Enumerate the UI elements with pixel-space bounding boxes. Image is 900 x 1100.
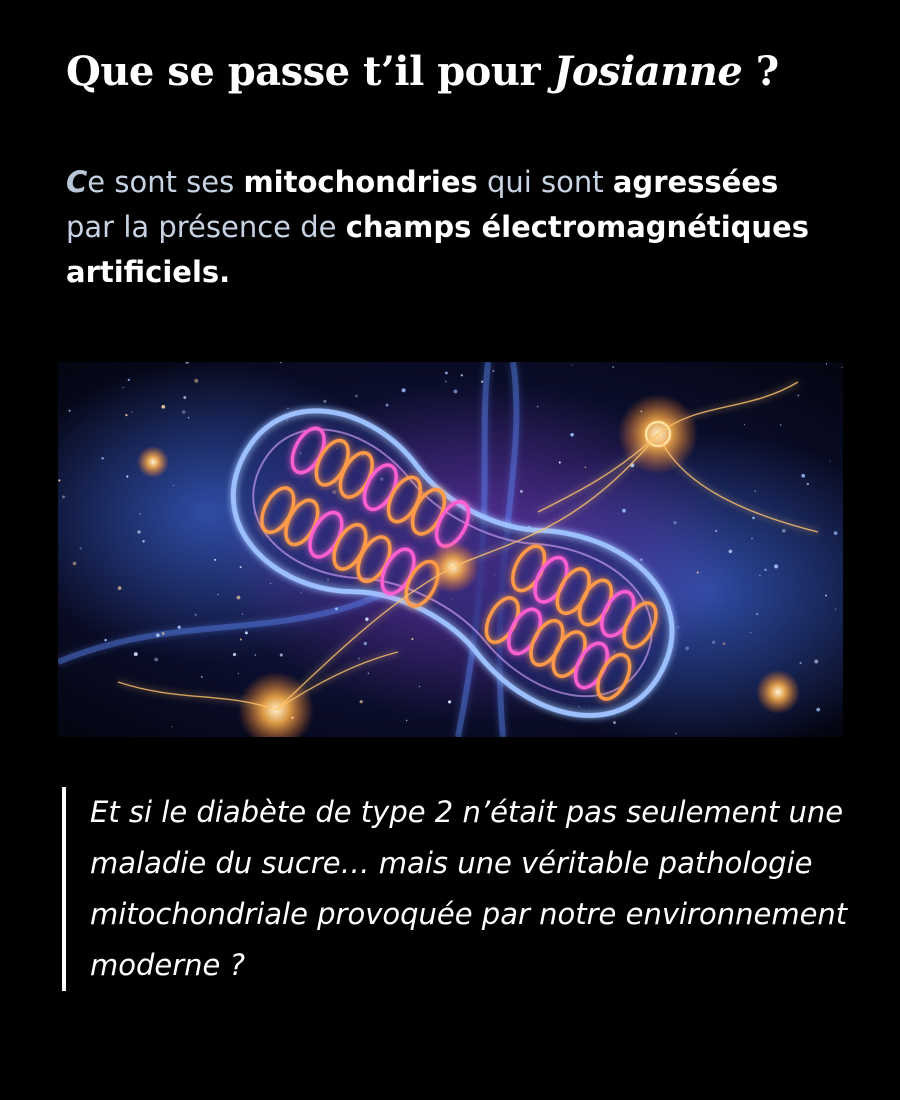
star — [559, 461, 561, 463]
star — [240, 566, 242, 568]
star — [723, 642, 726, 645]
star — [841, 367, 842, 368]
star — [242, 613, 244, 615]
star — [201, 676, 203, 678]
star — [238, 673, 240, 675]
star — [386, 404, 389, 407]
star — [419, 686, 420, 687]
star — [245, 631, 248, 634]
star — [834, 531, 838, 535]
star — [677, 626, 679, 628]
star — [154, 658, 158, 662]
star — [358, 658, 360, 660]
star — [287, 408, 288, 409]
star — [685, 647, 689, 651]
star — [237, 596, 241, 600]
mitochondrion-illustration — [58, 362, 843, 737]
star — [780, 424, 782, 426]
star — [125, 414, 127, 416]
star — [807, 483, 809, 485]
pull-quote-text: Et si le diabète de type 2 n’était pas seulement une maladie du sucre… mais une véritable pathologie mitochondriale provoquée par notre environnement moderne ? — [90, 795, 848, 982]
intro-bold-agressees: agressées — [612, 165, 779, 199]
star — [355, 395, 358, 398]
intro-bold-champs: champs électromagnétiques artificiels. — [66, 210, 810, 289]
star — [411, 638, 413, 640]
star — [585, 467, 587, 469]
star — [301, 592, 302, 593]
star — [118, 586, 122, 590]
star — [445, 372, 448, 375]
page-title — [66, 48, 779, 95]
star — [68, 410, 70, 412]
star — [801, 474, 805, 478]
star — [270, 583, 271, 584]
glow-node-top-left — [137, 446, 169, 478]
star — [613, 721, 616, 724]
star — [448, 700, 451, 703]
star — [368, 673, 370, 675]
star — [173, 485, 174, 486]
star — [101, 457, 104, 460]
star — [520, 490, 523, 493]
star — [782, 529, 786, 533]
star — [194, 379, 198, 383]
star — [715, 530, 717, 532]
star — [570, 433, 574, 437]
star — [162, 632, 165, 635]
mitochondrion-svg — [58, 362, 843, 737]
star — [406, 720, 408, 722]
star — [142, 540, 144, 542]
star — [126, 475, 128, 477]
title-prefix: Que se passe t’il pour — [66, 48, 541, 95]
star — [183, 396, 186, 399]
star — [335, 607, 338, 610]
star — [759, 575, 760, 576]
star — [128, 379, 130, 381]
star — [744, 424, 745, 425]
star — [214, 559, 216, 561]
star — [764, 568, 767, 571]
star — [754, 490, 756, 492]
star — [217, 594, 218, 595]
star — [122, 387, 124, 389]
star — [178, 626, 181, 629]
star — [188, 417, 190, 419]
star — [752, 517, 755, 520]
star — [675, 733, 676, 734]
star — [323, 400, 326, 403]
star — [161, 405, 165, 409]
star — [445, 381, 447, 383]
star — [240, 639, 242, 641]
star — [774, 564, 778, 568]
star — [461, 374, 463, 376]
star — [104, 639, 106, 641]
title-suffix: ? — [742, 48, 779, 95]
intro-text-3: par la présence de — [66, 210, 346, 244]
star — [134, 652, 138, 656]
star — [79, 547, 81, 549]
intro-text-2: qui sont — [477, 165, 613, 199]
star — [797, 394, 799, 396]
star — [365, 618, 368, 621]
star — [360, 700, 363, 703]
intro-dropcap: C — [66, 165, 88, 199]
star — [712, 641, 715, 644]
star — [816, 708, 820, 712]
star — [280, 653, 283, 656]
star — [799, 662, 801, 664]
star — [364, 642, 368, 646]
star — [131, 412, 132, 413]
star — [137, 530, 140, 533]
intro-bold-mitochondries: mitochondries — [243, 165, 478, 199]
star — [814, 660, 818, 664]
star — [195, 614, 197, 616]
star — [830, 461, 831, 462]
star — [254, 654, 256, 656]
intro-text-1: e sont ses — [87, 165, 244, 199]
star — [402, 388, 406, 392]
star — [825, 595, 827, 597]
star — [139, 513, 141, 515]
star — [826, 363, 827, 364]
glow-node-bottom-right — [756, 670, 800, 714]
star — [697, 572, 699, 574]
star — [233, 653, 236, 656]
star — [673, 521, 676, 524]
star — [571, 364, 572, 365]
star — [182, 410, 186, 414]
title-name: Josianne — [553, 48, 743, 95]
star — [454, 390, 458, 394]
star — [835, 608, 837, 610]
star — [751, 538, 753, 540]
star — [58, 479, 60, 481]
star — [729, 550, 733, 554]
star — [156, 633, 160, 637]
star — [492, 370, 494, 372]
star — [537, 406, 539, 408]
star — [622, 509, 626, 513]
intro-paragraph — [66, 160, 826, 295]
star — [481, 380, 483, 382]
star — [612, 366, 614, 368]
star — [73, 562, 77, 566]
star — [756, 613, 758, 615]
star — [640, 558, 643, 561]
star — [172, 726, 173, 727]
pull-quote — [62, 787, 890, 991]
star — [750, 632, 751, 633]
star — [62, 495, 65, 498]
